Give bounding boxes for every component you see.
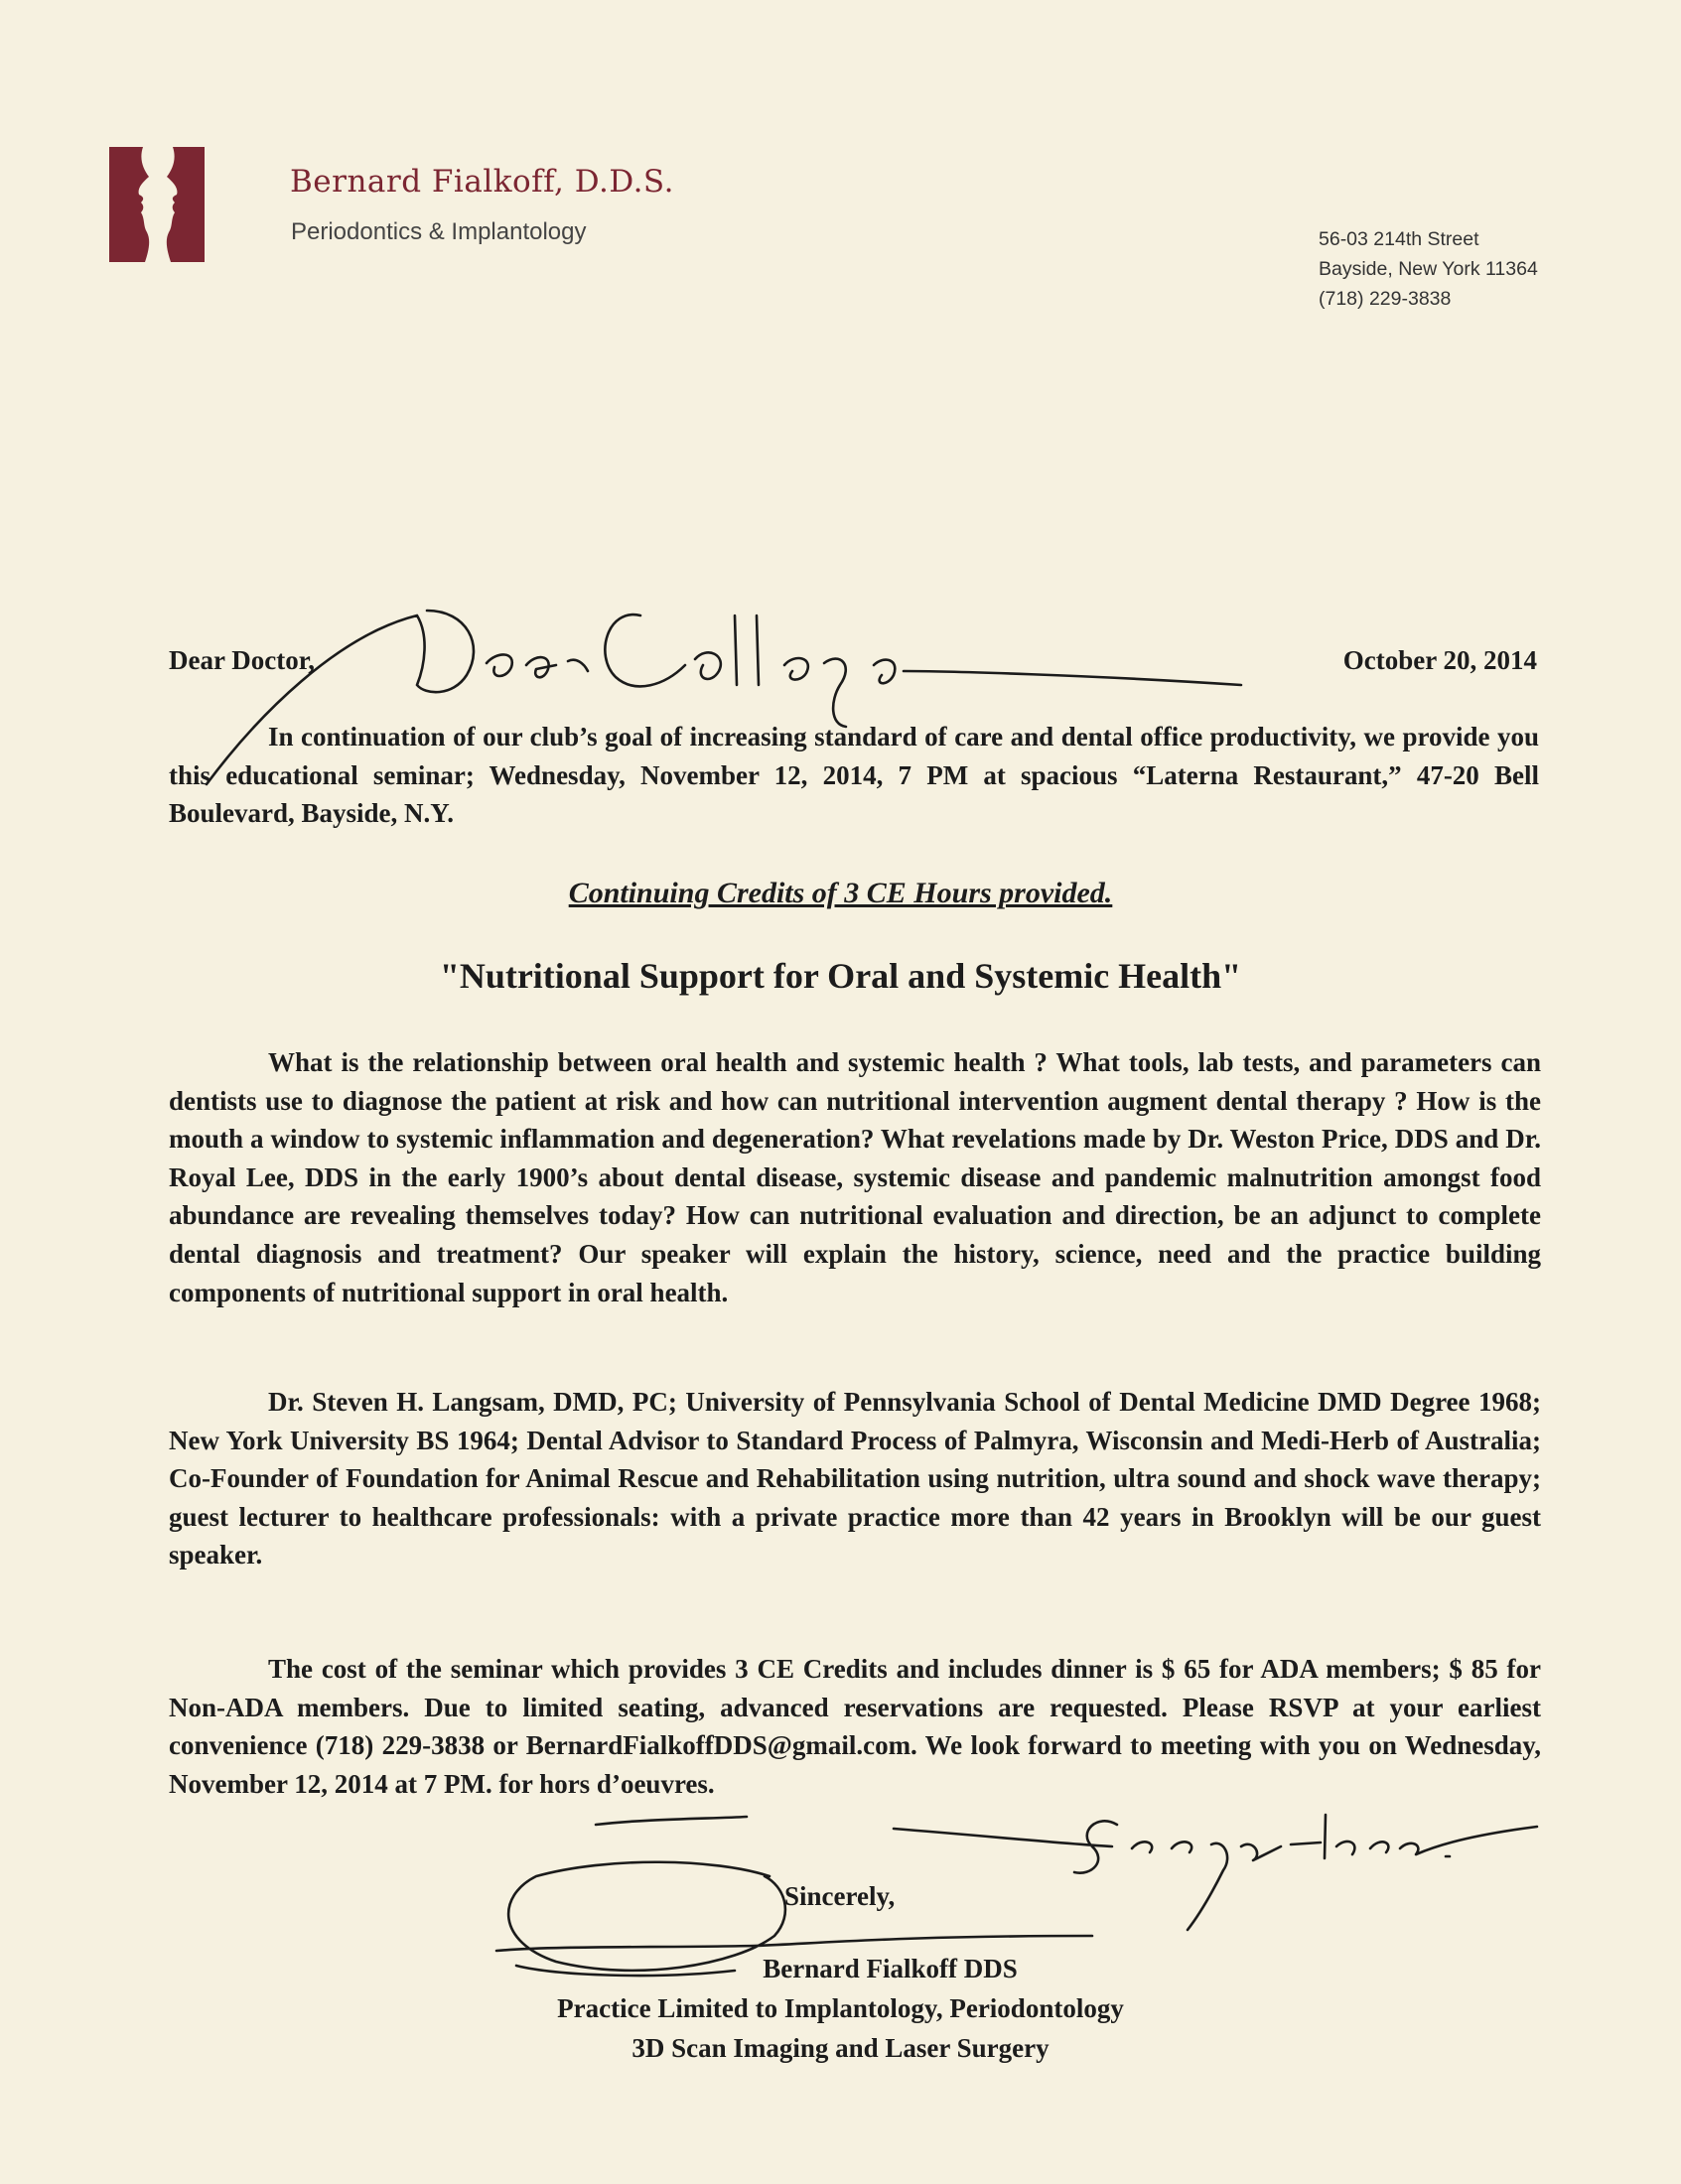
credits-line: Continuing Credits of 3 CE Hours provided. — [568, 877, 1113, 909]
address-phone: (718) 229-3838 — [1319, 288, 1452, 310]
handwritten-note-icon — [894, 1815, 1537, 1930]
address-street: 56-03 214th Street — [1319, 228, 1479, 250]
closing: Sincerely, — [784, 1881, 896, 1911]
topic-paragraph: What is the relationship between oral health and systemic health ? What tools, lab tests, and parameters can dentists use to diagnose the patient at risk and how can nutritional intervention augment dental therapy ? How is the mouth a window to systemic inflammation and degeneration? What revelations made by Dr. Weston Price, DDS and Dr. Royal Lee, DDS in the early 1900’s about dental disease, systemic disease and pandemic malnutrition amongst food abundance are revealing themselves today? How can nutritional evaluation and direction, be an adjunct to complete dental diagnosis and treatment? Our speaker will explain the history, science, need and the practice building components of nutritional support in oral health. — [169, 1047, 1541, 1307]
address-city: Bayside, New York 11364 — [1319, 258, 1538, 280]
intro-paragraph: In continuation of our club’s goal of increasing standard of care and dental office productivity, we provide you this educational seminar; Wednesday, November 12, 2014, 7 PM at spacious “Laterna Restaurant,” 47-20 Bell Boulevard, Bayside, N.Y. — [169, 722, 1539, 829]
signer-title-1: Practice Limited to Implantology, Periodontology — [557, 1993, 1124, 2023]
signature-block — [0, 1949, 1681, 2068]
strikethrough-icon — [596, 1817, 747, 1825]
letterhead-specialty: Periodontics & Implantology — [291, 218, 587, 245]
signer-title-2: 3D Scan Imaging and Laser Surgery — [631, 2033, 1050, 2063]
letterhead-address — [1319, 224, 1538, 314]
seminar-title: "Nutritional Support for Oral and Systemic Health" — [439, 956, 1242, 996]
speaker-paragraph: Dr. Steven H. Langsam, DMD, PC; University of Pennsylvania School of Dental Medicine DMD Degree 1968; New York University BS 1964; Dental Advisor to Standard Process of Palmyra, Wisconsin and Medi-Herb of Australia; Co-Founder of Foundation for Animal Rescue and Rehabilitation using nutrition, ultra sound and shock wave therapy; guest lecturer to healthcare professionals: with a private practice more than 42 years in Brooklyn will be our guest speaker. — [169, 1387, 1541, 1570]
letter-date: October 20, 2014 — [1342, 645, 1537, 675]
letterhead-name: Bernard Fialkoff, D.D.S. — [290, 164, 674, 200]
logo-icon — [109, 147, 205, 262]
salutation: Dear Doctor, — [169, 645, 315, 675]
cost-paragraph: The cost of the seminar which provides 3 CE Credits and includes dinner is $ 65 for ADA members; $ 85 for Non-ADA members. Due to limited seating, advanced reservations are requested. Please RSVP at your earliest convenience (718) 229-3838 or BernardFialkoffDDS@gmail.com. We look forward to meeting with you on Wednesday, November 12, 2014 at 7 PM. for hors d’oeuvres. — [169, 1654, 1541, 1799]
signer-name: Bernard Fialkoff DDS — [763, 1954, 1018, 1983]
